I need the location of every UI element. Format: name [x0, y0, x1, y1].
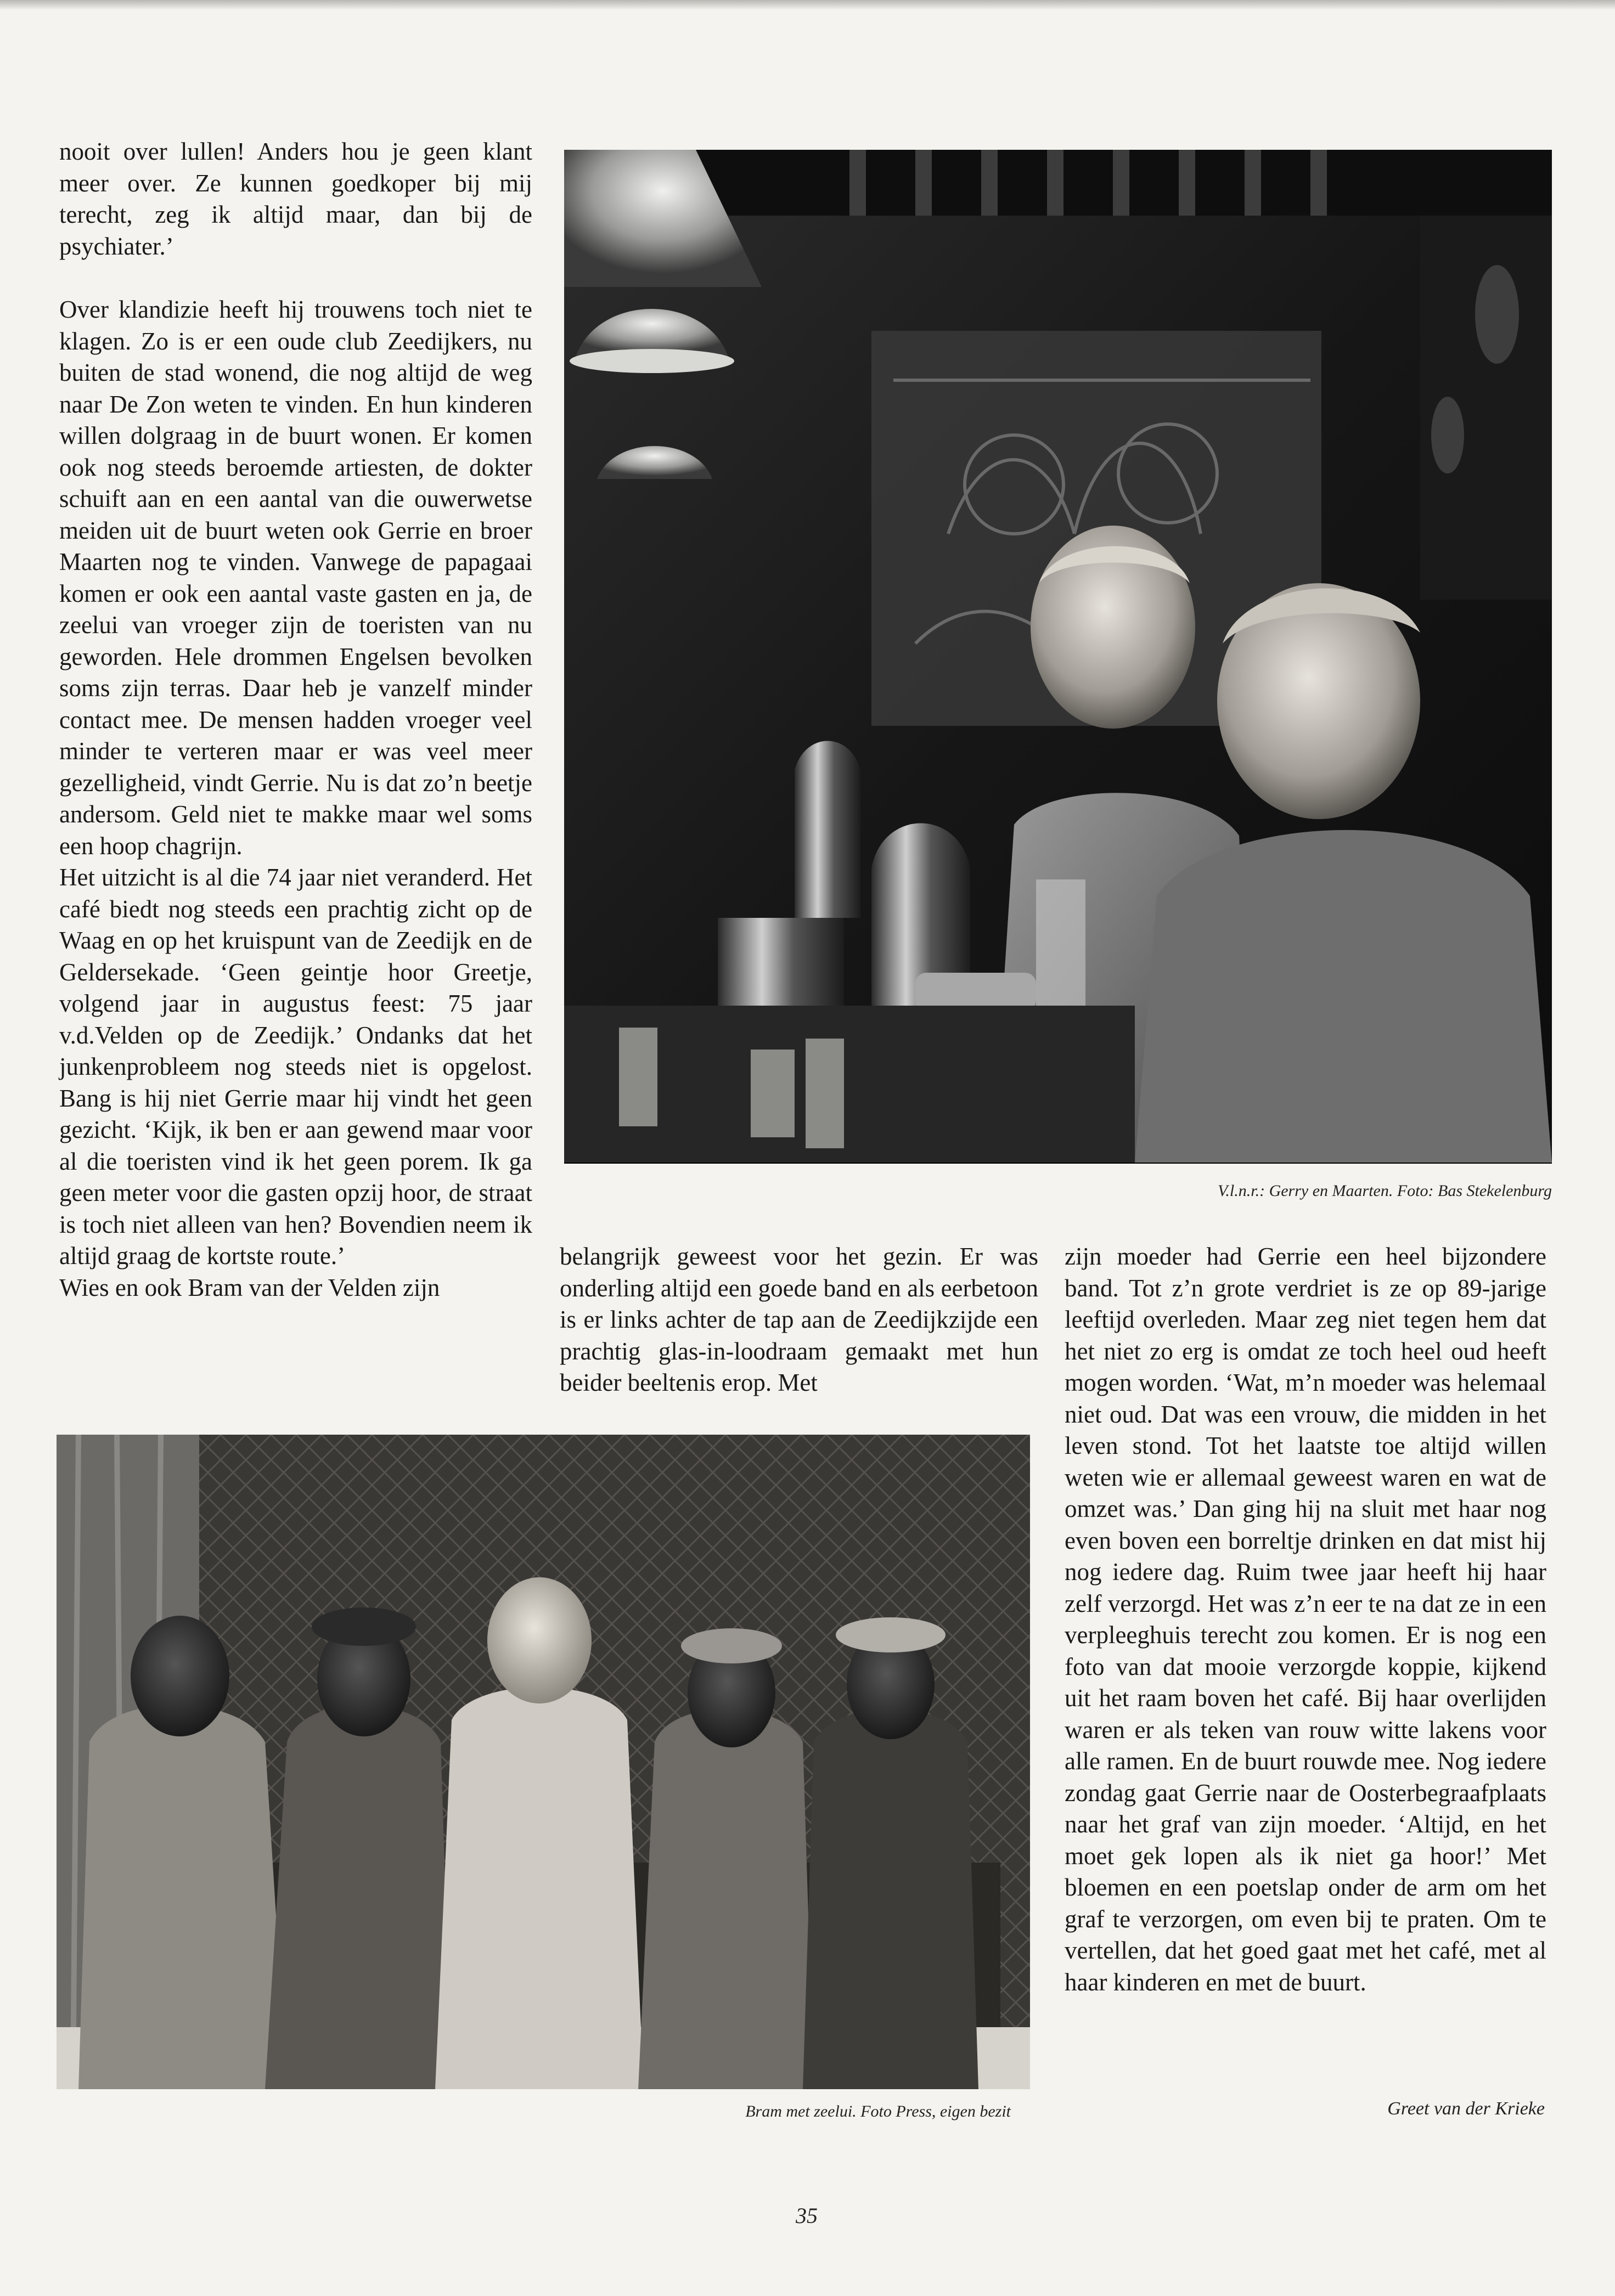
article-column-left	[59, 136, 532, 1304]
paragraph: zijn moeder had Gerrie een heel bijzondere band. Tot z’n grote verdriet is ze op 89-jarige leeftijd overleden. Maar zeg niet tegen hem dat het niet zo erg is omdat ze toch heel oud heeft mogen worden. ‘Wat, m’n moeder was helemaal niet oud. Dat was een vrouw, die midden in het leven stond. Tot het laatste toe altijd willen weten wie er allemaal geweest waren en wat de omzet was.’ Dan ging hij na sluit met haar nog even boven een borreltje drinken en dat mist hij nog iedere dag. Ruim twee jaar heeft hij haar zelf verzorgd. Het was z’n eer te na dat ze in een verpleeghuis terecht zou komen. Er is nog een foto van dat mooie verzorgde koppie, kijkend uit het raam boven het café. Bij haar overlijden waren er als teken van rouw witte lakens voor alle ramen. En de buurt rouwde mee. Nog iedere zondag gaat Gerrie naar de Oosterbegraafplaats naar het graf van zijn moeder. ‘Altijd, en het moet gek lopen als ik niet ga hoor!’ Met bloemen en een poetslap onder de arm om het graf te verzorgen, om even bij te praten. Om te vertellen, dat het goed gaat met het café, met al haar kinderen en met de buurt.	[1065, 1243, 1546, 1996]
article-column-middle	[560, 1241, 1038, 1399]
page-number: 35	[796, 2203, 818, 2228]
photo-bram-with-sailors-image	[57, 1435, 1030, 2089]
caption-bar-photo: V.l.n.r.: Gerry en Maarten. Foto: Bas Stekelenburg	[1217, 1182, 1552, 1200]
photo-brothers-at-bar-image	[564, 150, 1552, 1164]
photo-bram-with-sailors	[57, 1435, 1030, 2089]
paragraph: belangrijk geweest voor het gezin. Er was onderling altijd een goede band en als eerbetoon is er links achter de tap aan de Zeedijkzijde een prachtig glas-in-loodraam gemaakt met hun beider beeltenis erop. Met	[560, 1243, 1038, 1396]
photo-brothers-at-bar	[564, 150, 1552, 1164]
paragraph: Over klandizie heeft hij trouwens toch niet te klagen. Zo is er een oude club Zeedijkers, nu buiten de stad wonend, die nog altijd de weg naar De Zon weten te vinden. En hun kinderen willen dolgraag in de buurt wonen. Er komen ook nog steeds beroemde artiesten, de dokter schuift aan en een aantal van die ouwerwetse meiden uit de buurt weten ook Gerrie en broer Maarten nog te vinden. Vanwege de papagaai komen er ook een aantal vaste gasten en ja, de zeelui van vroeger zijn de toeristen van nu geworden. Hele drommen Engelsen bevolken soms zijn terras. Daar heb je vanzelf minder contact mee. De mensen hadden vroeger veel minder te verteren maar er was veel meer gezelligheid, vindt Gerrie. Nu is dat zo’n beetje andersom. Geld niet te makke maar wel soms een hoop chagrijn.	[59, 296, 532, 860]
paragraph: nooit over lullen! Anders hou je geen klant meer over. Ze kunnen goedkoper bij mij terecht, zeg ik altijd maar, dan bij de psychiater.’	[59, 138, 532, 260]
article-column-right	[1065, 1241, 1546, 1998]
author-byline: Greet van der Krieke	[1387, 2098, 1545, 2119]
paragraph: Wies en ook Bram van der Velden zijn	[59, 1273, 440, 1301]
page-top-edge	[0, 0, 1615, 10]
caption-sailors-photo: Bram met zeelui. Foto Press, eigen bezit	[745, 2102, 1011, 2120]
paragraph: Het uitzicht is al die 74 jaar niet veranderd. Het café biedt nog steeds een prachtig zicht op de Waag en op het kruispunt van de Zeedijk en de Geldersekade. ‘Geen geintje hoor Greetje, volgend jaar in augustus feest: 75 jaar v.d.Velden op de Zeedijk.’ Ondanks dat het junkenprobleem nog steeds niet is opgelost. Bang is hij niet Gerrie maar hij vindt het geen gezicht. ‘Kijk, ik ben er aan gewend maar voor al die toeristen vind ik het geen porem. Ik ga geen meter voor die gasten opzij hoor, de straat is toch niet alleen van hen? Bovendien neem ik altijd graag de kortste route.’	[59, 864, 532, 1270]
